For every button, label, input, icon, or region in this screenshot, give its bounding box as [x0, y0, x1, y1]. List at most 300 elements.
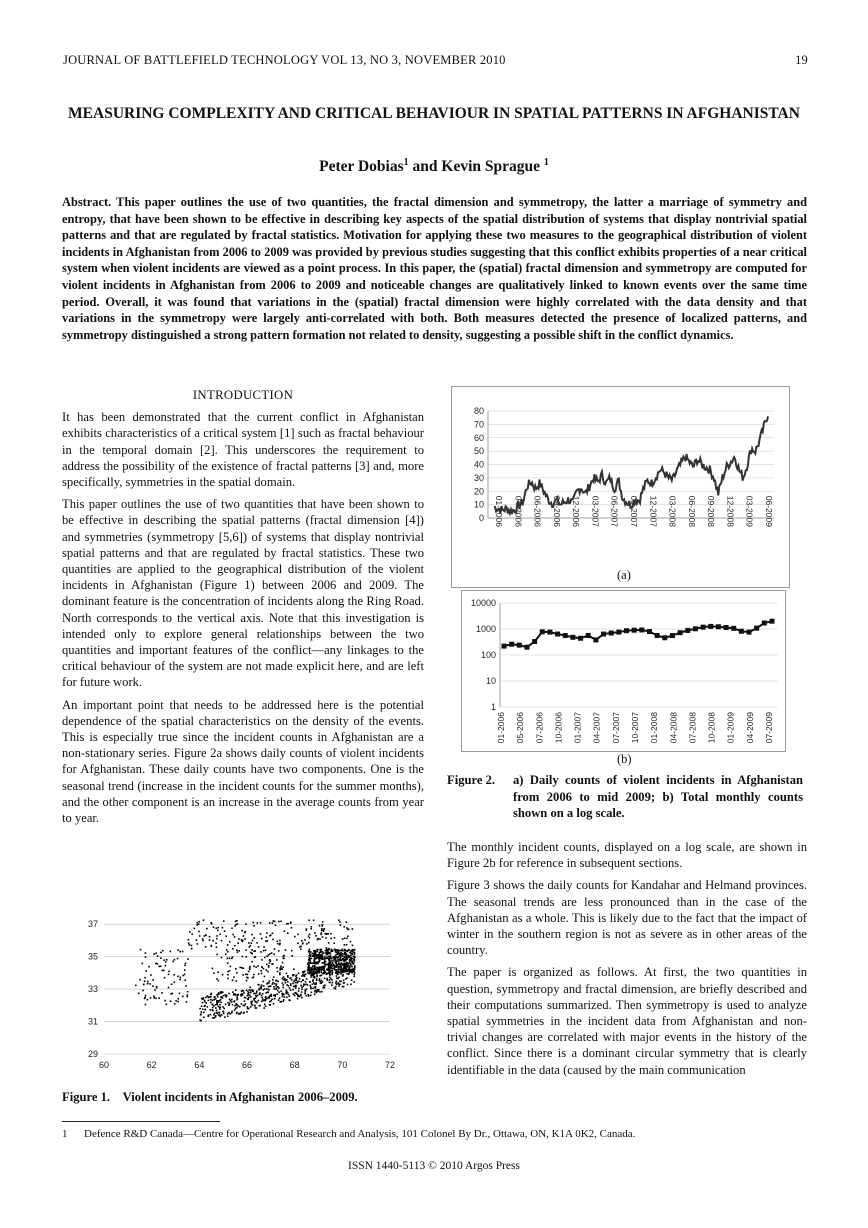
- incident-point: [257, 965, 259, 967]
- incident-point: [216, 938, 218, 940]
- incident-point: [332, 970, 334, 972]
- x-tick-label: 04-2009: [744, 712, 755, 744]
- x-tick-label: 07-2009: [764, 712, 774, 744]
- incident-point: [293, 986, 295, 988]
- incident-point: [231, 1012, 233, 1014]
- y-tick-label: 1: [490, 702, 496, 712]
- incident-point: [182, 951, 184, 953]
- incident-point: [308, 920, 310, 922]
- incident-point: [321, 991, 323, 993]
- incident-point: [206, 928, 208, 930]
- incident-point: [269, 922, 271, 924]
- incident-point: [275, 994, 277, 996]
- incident-point: [292, 983, 294, 985]
- x-tick-label: 07-2007: [610, 712, 621, 744]
- incident-point: [250, 996, 252, 998]
- incident-point: [346, 944, 348, 946]
- footnote-text: Defence R&D Canada—Centre for Operational Research and Analysis, 101 Colonel By Dr., Ottawa, ON, K1A 0K2, Canada.: [84, 1128, 636, 1140]
- data-point: [609, 631, 614, 636]
- incident-point: [348, 968, 350, 970]
- incident-point: [238, 950, 240, 952]
- incident-point: [253, 998, 255, 1000]
- incident-point: [272, 983, 274, 985]
- incident-point: [309, 962, 311, 964]
- incident-point: [266, 988, 268, 990]
- incident-point: [336, 981, 338, 983]
- data-point: [502, 644, 507, 649]
- incident-point: [145, 1004, 147, 1006]
- incident-point: [315, 935, 317, 937]
- x-tick-label: 07-2008: [687, 712, 698, 744]
- data-point: [563, 633, 568, 638]
- incident-point: [278, 991, 280, 993]
- incident-point: [177, 958, 179, 960]
- incident-point: [306, 929, 308, 931]
- incident-point: [329, 970, 331, 972]
- incident-point: [248, 1008, 250, 1010]
- incident-point: [308, 995, 310, 997]
- incident-point: [281, 993, 283, 995]
- incident-point: [301, 989, 303, 991]
- incident-point: [249, 969, 251, 971]
- incident-point: [145, 952, 147, 954]
- incident-point: [241, 967, 243, 969]
- incident-point: [346, 958, 348, 960]
- incident-point: [314, 953, 316, 955]
- incident-point: [209, 996, 211, 998]
- y-tick-label: 80: [473, 406, 484, 416]
- incident-point: [325, 937, 327, 939]
- incident-point: [250, 1001, 252, 1003]
- incident-point: [256, 942, 258, 944]
- data-point: [524, 645, 529, 650]
- incident-point: [273, 1003, 275, 1005]
- figure-1-chart: [72, 902, 424, 1086]
- incident-point: [240, 1013, 242, 1015]
- incident-point: [322, 987, 324, 989]
- incident-point: [286, 923, 288, 925]
- incident-point: [345, 963, 347, 965]
- data-point: [724, 625, 729, 630]
- incident-point: [253, 965, 255, 967]
- incident-point: [153, 995, 155, 997]
- incident-point: [252, 1004, 254, 1006]
- incident-point: [154, 989, 156, 991]
- incident-point: [329, 979, 331, 981]
- incident-point: [321, 969, 323, 971]
- incident-point: [235, 924, 237, 926]
- incident-point: [248, 971, 250, 973]
- incident-point: [343, 980, 345, 982]
- incident-point: [342, 974, 344, 976]
- incident-point: [258, 989, 260, 991]
- incident-point: [236, 996, 238, 998]
- incident-point: [213, 972, 215, 974]
- incident-point: [165, 1004, 167, 1006]
- incident-point: [295, 992, 297, 994]
- incident-point: [216, 1002, 218, 1004]
- incident-point: [280, 921, 282, 923]
- incident-point: [310, 995, 312, 997]
- incident-point: [250, 945, 252, 947]
- incident-point: [295, 986, 297, 988]
- incident-point: [338, 960, 340, 962]
- data-point: [747, 630, 752, 635]
- incident-point: [326, 978, 328, 980]
- incident-point: [285, 949, 287, 951]
- incident-point: [300, 946, 302, 948]
- incident-point: [282, 982, 284, 984]
- incident-point: [163, 959, 165, 961]
- incident-point: [253, 950, 255, 952]
- incident-point: [275, 925, 277, 927]
- incident-point: [350, 964, 352, 966]
- incident-point: [217, 972, 219, 974]
- incident-point: [317, 949, 319, 951]
- incident-point: [272, 979, 274, 981]
- x-tick-label: 06-2007: [609, 495, 620, 527]
- incident-point: [349, 952, 351, 954]
- incident-point: [185, 985, 187, 987]
- incident-point: [143, 984, 145, 986]
- incident-point: [307, 984, 309, 986]
- incident-point: [269, 959, 271, 961]
- incident-point: [155, 963, 157, 965]
- incident-point: [297, 982, 299, 984]
- incident-point: [251, 953, 253, 955]
- incident-point: [218, 1006, 220, 1008]
- incident-point: [309, 937, 311, 939]
- incident-point: [227, 978, 229, 980]
- incident-point: [309, 985, 311, 987]
- incident-point: [283, 987, 285, 989]
- incident-point: [265, 1005, 267, 1007]
- incident-point: [351, 950, 353, 952]
- incident-point: [300, 985, 302, 987]
- incident-point: [284, 996, 286, 998]
- incident-point: [216, 1010, 218, 1012]
- incident-point: [322, 953, 324, 955]
- incident-point: [263, 946, 265, 948]
- incident-point: [328, 956, 330, 958]
- incident-point: [222, 927, 224, 929]
- x-tick-label: 04-2007: [591, 712, 602, 744]
- incident-point: [218, 1014, 220, 1016]
- incident-point: [174, 1003, 176, 1005]
- incident-point: [295, 987, 297, 989]
- incident-point: [279, 972, 281, 974]
- incident-point: [207, 1006, 209, 1008]
- incident-point: [340, 972, 342, 974]
- incident-point: [247, 998, 249, 1000]
- incident-point: [353, 981, 355, 983]
- figure-1-caption: [62, 1090, 358, 1105]
- incident-point: [351, 972, 353, 974]
- incident-point: [216, 927, 218, 929]
- data-point: [632, 628, 637, 633]
- incident-point: [312, 980, 314, 982]
- incident-point: [256, 990, 258, 992]
- incident-point: [342, 938, 344, 940]
- incident-point: [155, 998, 157, 1000]
- incident-point: [248, 997, 250, 999]
- incident-point: [147, 999, 149, 1001]
- incident-point: [174, 981, 176, 983]
- incident-point: [212, 1007, 214, 1009]
- incident-point: [321, 932, 323, 934]
- incident-point: [327, 952, 329, 954]
- incident-point: [269, 1004, 271, 1006]
- incident-point: [259, 992, 261, 994]
- incident-point: [228, 993, 230, 995]
- incident-point: [347, 928, 349, 930]
- x-tick-label: 03-2007: [590, 495, 601, 527]
- x-tick-label: 62: [146, 1060, 157, 1070]
- incident-point: [321, 925, 323, 927]
- incident-point: [227, 958, 229, 960]
- incident-point: [145, 956, 147, 958]
- incident-point: [270, 995, 272, 997]
- incident-point: [323, 972, 325, 974]
- incident-point: [309, 960, 311, 962]
- incident-point: [314, 951, 316, 953]
- incident-point: [262, 993, 264, 995]
- incident-point: [236, 972, 238, 974]
- incident-point: [243, 1012, 245, 1014]
- incident-point: [291, 979, 293, 981]
- incident-point: [319, 952, 321, 954]
- incident-point: [319, 938, 321, 940]
- incident-point: [215, 1004, 217, 1006]
- incident-point: [271, 1000, 273, 1002]
- incident-point: [354, 965, 356, 967]
- incident-point: [261, 959, 263, 961]
- incident-point: [335, 986, 337, 988]
- y-tick-label: 100: [480, 650, 496, 660]
- incident-point: [346, 973, 348, 975]
- incident-point: [252, 977, 254, 979]
- incident-point: [280, 991, 282, 993]
- y-tick-label: 33: [87, 984, 98, 995]
- incident-point: [326, 947, 328, 949]
- incident-point: [338, 985, 340, 987]
- footnote-mark: 1: [62, 1128, 68, 1140]
- incident-point: [212, 1017, 214, 1019]
- incident-point: [138, 993, 140, 995]
- incident-point: [201, 1005, 203, 1007]
- incident-point: [214, 999, 216, 1001]
- incident-point: [216, 1004, 218, 1006]
- incident-point: [267, 971, 269, 973]
- incident-point: [286, 979, 288, 981]
- incident-point: [204, 935, 206, 937]
- incident-point: [272, 963, 274, 965]
- incident-point: [228, 1004, 230, 1006]
- incident-point: [322, 962, 324, 964]
- incident-point: [179, 993, 181, 995]
- incident-point: [264, 999, 266, 1001]
- incident-point: [323, 929, 325, 931]
- incident-point: [202, 999, 204, 1001]
- incident-point: [341, 966, 343, 968]
- y-tick-label: 10000: [470, 598, 496, 608]
- incident-point: [173, 974, 175, 976]
- incident-point: [292, 989, 294, 991]
- incident-point: [341, 949, 343, 951]
- author-1-affiliation: 1: [403, 157, 409, 168]
- incident-point: [282, 984, 284, 986]
- incident-point: [212, 1003, 214, 1005]
- incident-point: [214, 1013, 216, 1015]
- incident-point: [160, 957, 162, 959]
- incident-point: [320, 972, 322, 974]
- incident-point: [350, 984, 352, 986]
- incident-point: [250, 942, 252, 944]
- incident-point: [235, 1008, 237, 1010]
- incident-point: [344, 971, 346, 973]
- y-tick-label: 40: [473, 459, 484, 470]
- incident-point: [257, 995, 259, 997]
- incident-point: [252, 991, 254, 993]
- incident-point: [347, 935, 349, 937]
- incident-point: [254, 1005, 256, 1007]
- incident-point: [223, 995, 225, 997]
- incident-point: [352, 928, 354, 930]
- incident-point: [311, 926, 313, 928]
- incident-point: [264, 988, 266, 990]
- incident-point: [332, 964, 334, 966]
- incident-point: [187, 958, 189, 960]
- incident-point: [340, 924, 342, 926]
- incident-point: [305, 981, 307, 983]
- x-tick-label: 04-2008: [668, 712, 679, 744]
- incident-point: [243, 990, 245, 992]
- incident-point: [323, 970, 325, 972]
- page-footer: ISSN 1440-5113 © 2010 Argos Press: [348, 1160, 520, 1172]
- incident-point: [231, 1011, 233, 1013]
- incident-point: [224, 930, 226, 932]
- incident-point: [202, 1002, 204, 1004]
- incident-point: [251, 934, 253, 936]
- incident-point: [331, 984, 333, 986]
- incident-point: [184, 969, 186, 971]
- data-point: [532, 639, 537, 644]
- incident-point: [259, 1005, 261, 1007]
- incident-point: [232, 979, 234, 981]
- incident-point: [196, 924, 198, 926]
- incident-point: [156, 987, 158, 989]
- incident-point: [251, 949, 253, 951]
- incident-point: [140, 949, 142, 951]
- incident-point: [170, 951, 172, 953]
- incident-point: [153, 997, 155, 999]
- incident-point: [339, 953, 341, 955]
- data-point: [547, 630, 552, 635]
- incident-point: [319, 968, 321, 970]
- data-point: [701, 625, 706, 630]
- data-point: [685, 628, 690, 633]
- incident-point: [349, 962, 351, 964]
- incident-point: [284, 980, 286, 982]
- incident-point: [227, 1013, 229, 1015]
- incident-point: [277, 990, 279, 992]
- incident-point: [314, 976, 316, 978]
- incident-point: [254, 957, 256, 959]
- incident-point: [264, 1004, 266, 1006]
- incident-point: [346, 938, 348, 940]
- incident-point: [331, 974, 333, 976]
- incident-point: [307, 972, 309, 974]
- incident-point: [350, 941, 352, 943]
- incident-point: [277, 986, 279, 988]
- incident-point: [237, 998, 239, 1000]
- incident-point: [250, 987, 252, 989]
- incident-point: [329, 982, 331, 984]
- incident-point: [227, 944, 229, 946]
- incident-point: [301, 981, 303, 983]
- footnote: [62, 1128, 635, 1140]
- incident-point: [294, 995, 296, 997]
- incident-point: [245, 923, 247, 925]
- incident-point: [267, 940, 269, 942]
- incident-point: [354, 974, 356, 976]
- author-2: Kevin Sprague: [441, 158, 540, 176]
- incident-point: [184, 974, 186, 976]
- incident-point: [324, 958, 326, 960]
- incident-point: [323, 968, 325, 970]
- incident-point: [314, 986, 316, 988]
- incident-point: [342, 953, 344, 955]
- incident-point: [225, 994, 227, 996]
- incident-point: [348, 974, 350, 976]
- incident-point: [312, 955, 314, 957]
- incident-point: [347, 984, 349, 986]
- incident-point: [282, 957, 284, 959]
- incident-point: [222, 974, 224, 976]
- incident-point: [338, 963, 340, 965]
- incident-point: [293, 968, 295, 970]
- incident-point: [302, 943, 304, 945]
- x-tick-label: 70: [337, 1060, 348, 1070]
- incident-point: [353, 962, 355, 964]
- incident-point: [276, 983, 278, 985]
- incident-point: [232, 991, 234, 993]
- incident-point: [274, 921, 276, 923]
- incident-point: [213, 1014, 215, 1016]
- incident-point: [168, 987, 170, 989]
- incident-point: [168, 971, 170, 973]
- incident-point: [233, 976, 235, 978]
- incident-point: [216, 935, 218, 937]
- incident-point: [330, 933, 332, 935]
- incident-point: [294, 936, 296, 938]
- incident-point: [218, 980, 220, 982]
- incident-point: [210, 922, 212, 924]
- incident-point: [268, 966, 270, 968]
- incident-point: [327, 933, 329, 935]
- incident-point: [270, 934, 272, 936]
- incident-point: [344, 944, 346, 946]
- incident-point: [259, 988, 261, 990]
- incident-point: [227, 962, 229, 964]
- incident-point: [305, 973, 307, 975]
- incident-point: [238, 1013, 240, 1015]
- incident-point: [318, 989, 320, 991]
- x-tick-label: 06-2006: [532, 495, 543, 527]
- incident-point: [248, 942, 250, 944]
- incident-point: [229, 1002, 231, 1004]
- incident-point: [282, 962, 284, 964]
